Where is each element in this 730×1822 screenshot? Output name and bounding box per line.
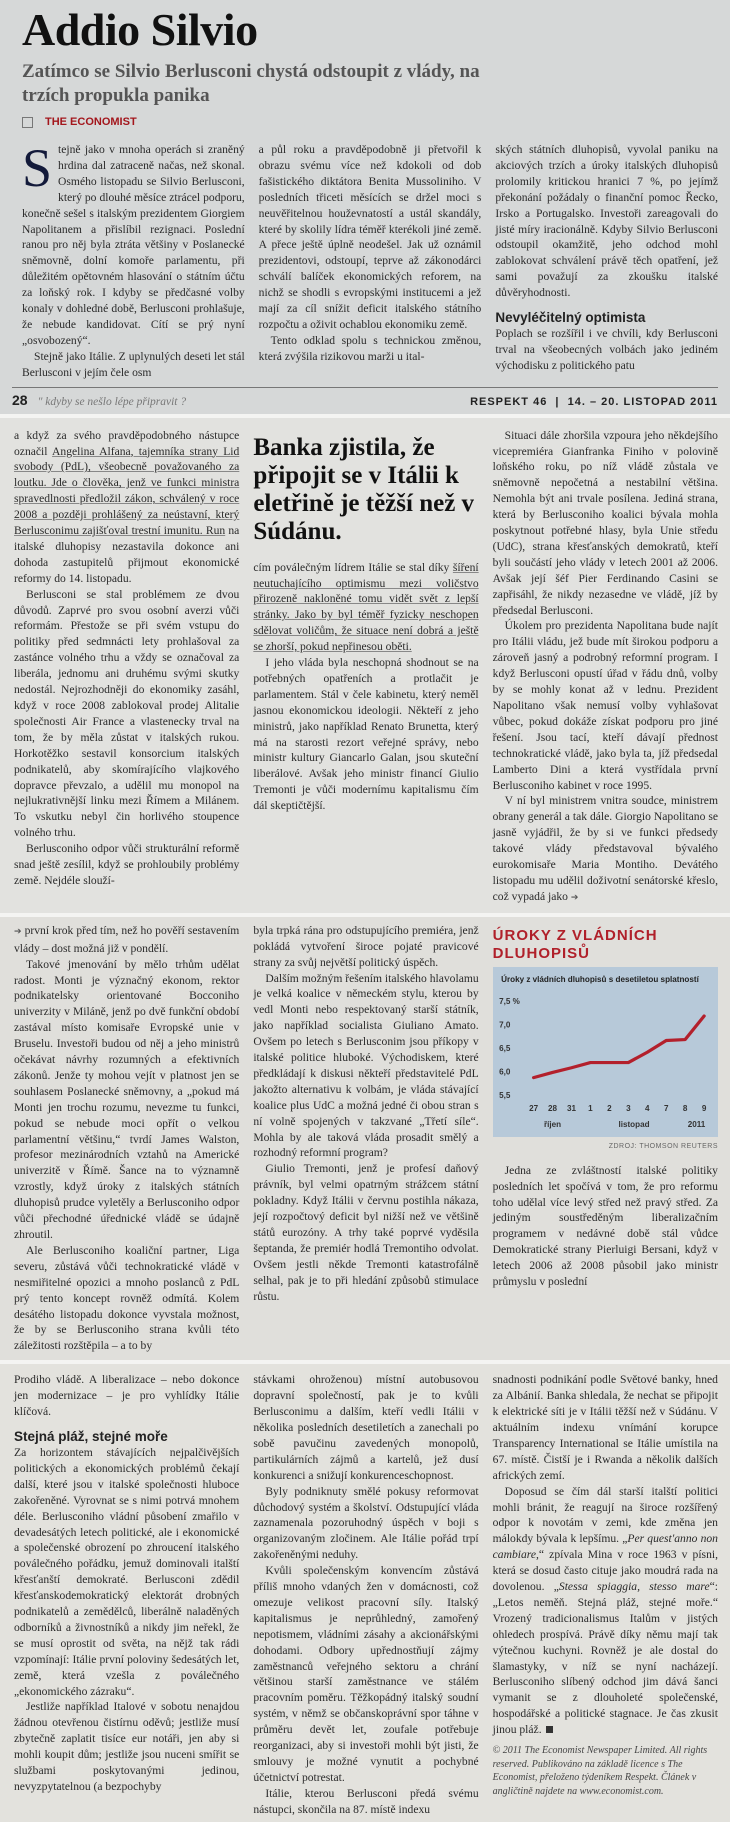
bond-yield-chart bbox=[493, 967, 718, 1137]
paragraph: Giulio Tremonti, jenž je profesí daňový právník, byl velmi opatrným strážcem státní pokladny. Když Itálii v červnu postihla nákaza, její rozpočtový deficit byl nižší než ve většině států eurozóny. A trhy také poprvé vyděsila šeptanda, že premiér hodlá Tremontiho odvolat. Ovšem jestli někde Tremonti katastrofálně selhal, pak je to při hledání způsobů stimulace růstu. bbox=[253, 1161, 478, 1304]
paragraph bbox=[493, 1484, 718, 1739]
article-header bbox=[12, 0, 718, 128]
x-period-label: listopad bbox=[618, 1120, 649, 1129]
paragraph: Kvůli společenským konvencím zůstává příliš mnoho vdaných žen v domácnosti, což omezuje velikost pracovní síly. Italský kapitalismus je neprůhledný, zamořený nepotismem, vládními zásahy a akcionářskými dohodami. Odbory upřednostňují zájmy zaměstnanců veřejného sektoru a chrání většinou starší zaměstnance ve stálém pracovním poměru. Těžkopádný italský soudní systém, v němž se občanskoprávní spor táhne v průměru devět let, zoufale potřebuje reorganizaci, aby si investoři mohli být jisti, že smlouvy je možné vynutit a pochybné účetnictví potrestat. bbox=[253, 1563, 478, 1786]
paragraph: a půl roku a pravděpodobně ji přetvořil k obrazu svému více než kdokoli od dob fašistického diktátora Benita Mussoliniho. V posledních třiceti měsících se držel moci s neuvěřitelnou houževnatostí a ustál skandály, které by skolily lídra téměř kterékoli jiné země. A přece ještě úplně neodešel. Jak už oznámil prezidentovi, odstoupí, teprve až zákonodárci schválí balíček ekonomických reforem, na nichž se shodli s evropskými institucemi a jež mají za cíl snížit deficit italského státního rozpočtu a oživit ochablou ekonomiku země. bbox=[259, 142, 482, 333]
page-footer bbox=[12, 387, 718, 414]
chart-subtitle: Úroky z vládních dluhopisů s desetiletou splatností bbox=[501, 975, 700, 984]
x-period-label: říjen bbox=[544, 1120, 561, 1129]
paragraph-text: první krok před tím, než ho pověří sestavením vlády – dost možná již v pondělí. bbox=[14, 924, 239, 955]
paragraph-text: “: „Letos neměň. Stejná pláž, stejné moře.“ Vrozený tradicionalismus Italům v jistých ohledech prospívá. Právě díky němu mají tak výtečnou kuchyni. Rovněž je ale dostal do šlamastyky, v níž se nyní nacházejí. Berlusconiho slíbený odchod jim dává šanci vymanit se z dlouholeté společenské, hospodářské a politické stagnace. Je čas zkusit jinou pláž. bbox=[493, 1580, 718, 1736]
column-4-3 bbox=[493, 1372, 718, 1798]
paragraph-text: a když za svého pravděpodobného nástupce označil bbox=[14, 429, 239, 458]
column-2-2 bbox=[253, 428, 478, 815]
source-label: THE ECONOMIST bbox=[45, 116, 137, 128]
underlined-text: Angelina Alfana, tajemníka strany Lid svobody (PdL), všeobecně považovaného za loutku. Jde o člověka, jenž ve funkci ministra spravedlnosti předložil zákon, schválený v roce 2008 a později prohlášený za neústavní, který Berlusconimu zajišťoval trestní imunitu. Run bbox=[14, 445, 239, 538]
x-tick-label: 8 bbox=[683, 1104, 688, 1113]
paragraph: I jeho vláda byla neschopná shodnout se na potřebných opatřeních a protlačit je parlamentem. Stál v čele kabinetu, který neměl jasnou ekonomickou ideologii. Někteří z jeho ministrů, jako například Renato Brunetta, který má na starosti rezort veřejné správy, nebo ministr kultury Giancarlo Galan, jsou skuteční liberálové. Avšak jeho ministr financí Giulio Tremonti je vůči modernímu kapitalismu čím dál skeptičtější. bbox=[253, 655, 478, 814]
column-3-3 bbox=[493, 923, 718, 1290]
x-tick-label: 9 bbox=[702, 1104, 707, 1113]
paragraph-text: Doposud se čím dál starší italští politici mohli bránit, že reagují na široce rozšířený odpor k novotám v zemi, kde změna jen málokdy bývala k lepšímu. „ bbox=[493, 1485, 718, 1546]
column-3-2 bbox=[253, 923, 478, 1305]
chart-title: ÚROKY Z VLÁDNÍCH DLUHOPISŮ bbox=[493, 927, 718, 963]
issue-info: RESPEKT 46 | 14. – 20. LISTOPAD 2011 bbox=[470, 396, 718, 408]
paragraph: stávkami ohroženou) místní autobusovou dopravní společností, pak je to kvůli Berlusconimu a dalším, kteří vedli Itálii v několika posledních desetiletích a zanechali po sobě pavučinu zavedených monopolů, partikulárních zájmů a kartelů, jež dusí konkurenci a snižují konkurenceschopnost. bbox=[253, 1372, 478, 1483]
pull-quote: Banka zjistila, že připojit se v Itálii k eletřině je těžší než v Súdánu. bbox=[253, 434, 478, 546]
continue-arrow-icon: ➔ bbox=[571, 893, 579, 903]
paragraph: Úkolem pro prezidenta Napolitana bude najít pro Itálii vládu, jež bude mít širokou podporu a zároveň jasný a podrobný reformní program. I když Berlusconi opustí úřad v řádu dnů, volby by se mohly konat až v lednu. Prezident Napolitano však nemusí volby vyhlašovat vůbec, pokud dokáže získat podporu pro jiné řešení. Jsou tací, kteří dávají přednost technokratické vládě, jako byla ta, jíž předsedal Lamberto Dini a která vystřídala první Berlusconiho kabinet v roce 1995. bbox=[493, 618, 718, 793]
lead-paragraph bbox=[22, 142, 245, 349]
article-title: Addio Silvio bbox=[22, 4, 708, 56]
paragraph: Byly podniknuty smělé pokusy reformovat důchodový systém a školství. Odstupující vláda zaznamenala pozoruhodný úspěch v boji s organizovaným zločinem. Ale Itálie pořád trpí zakořeněnými neduhy. bbox=[253, 1484, 478, 1564]
y-tick-label: 6,5 bbox=[499, 1044, 511, 1053]
page-strip-3 bbox=[0, 917, 730, 1360]
page-strip-2 bbox=[0, 418, 730, 913]
column-1-3 bbox=[495, 142, 718, 374]
paragraph bbox=[14, 923, 239, 957]
drop-cap: S bbox=[22, 142, 58, 190]
checkbox-square-icon bbox=[22, 117, 33, 128]
chart-source: ZDROJ: THOMSON REUTERS bbox=[493, 1139, 718, 1155]
paragraph: Takové jmenování by mělo trhům udělat radost. Monti je význačný ekonom, rektor podnikatelsky orientované Bocconiho univerzity v Miláně, jenž po dvě funkční období zastával místo komisaře Evropské unie v Bruselu. Investoři budou od něj a jeho ministrů očekávat návrhy rozumných a efektivních zákonů. Jenže ty mohou vejít v platnost jen se souhlasem Poslanecké sněmovny, a „pokud má Monti jen trochu rozumu, nevezme tu funkci, pokud se nebude moci opřít o velkou parlamentní většinu,“ tvrdí James Walston, profesor mezinárodních vztahů na Americké univerzitě v Římě. Šance na to významně vzrostly, když úroky z italských státních dluhopisů prudce vyletěly a Berlusconiho odpor vůči přechodné úřednické vládě se údajně zhroutil. bbox=[14, 957, 239, 1243]
paragraph: Berlusconi se stal problémem ze dvou důvodů. Zaprvé pro svou osobní averzi vůči reformám. Přestože se při svém vstupu do politiky před sedmnácti lety prohlašoval za zastánce volného trhu a vždy se označoval za liberála, jednomu ani druhému svými skutky nedostál. Nejrozhodněji do ekonomiky zasáhl, když v roce 2008 zablokoval prodej Alitalie společnosti Air France a vlastenecky trval na tom, že by měla zůstat v italských rukou. Horkotěžko sestavil konsorcium italských podnikatelů, aby skomírajícího vlajkového dopravce převzalo, a udělil mu monopol na nejlukrativnější linku mezi Římem a Milánem. To vskutku nebyl čin horlivého stoupence volného trhu. bbox=[14, 587, 239, 842]
x-tick-label: 2 bbox=[607, 1104, 612, 1113]
paragraph-text: cím poválečným lídrem Itálie se stal díky bbox=[253, 561, 453, 574]
column-4-1 bbox=[14, 1372, 239, 1795]
paragraph: Za horizontem stávajících nejpalčivějších politických a ekonomických problémů čekají další, které jsou v italské společnosti hluboce zakořeněné. Vyrovnat se s nimi potrvá mnohem déle. Berlusconiho vládní působení zmařilo v devadesátých letech politické, ale i ekonomické a společenské obrození po zhroucení italského poválečného pořádku, jemuž dominovali italští křesťanští demokraté. Berlusconi zdědil křesťanskodemokratický elektorát drobných podnikatelů a zemědělců, liberálně naladěných odborníků a živnostníků a nikdy jim neřekl, že se musí oprostit od světa, na nějž tak rádi vzpomínají: Itálie první poloviny šedesátých let, země, která vzešla z poválečného „ekonomického zázraku“. bbox=[14, 1445, 239, 1700]
column-4-2 bbox=[253, 1372, 478, 1817]
x-period-label: 2011 bbox=[687, 1120, 705, 1129]
subheading: Stejná pláž, stejné moře bbox=[14, 1428, 239, 1445]
subheading: Nevyléčitelný optimista bbox=[495, 309, 718, 326]
italic-quote: Stessa spiaggia, stesso mare bbox=[559, 1580, 710, 1593]
y-tick-label: 7,5 % bbox=[499, 997, 520, 1006]
series-line bbox=[533, 1016, 704, 1078]
paragraph-text: na italské dluhopisy nezastavila dokonce ani dohoda zastupitelů přijmout ekonomické reformy do 14. listopadu. bbox=[14, 524, 239, 585]
paragraph: Stejně jako Itálie. Z uplynulých deseti let stál Berlusconi v jejím čele osm bbox=[22, 349, 245, 381]
column-1-1 bbox=[22, 142, 245, 381]
column-2-1 bbox=[14, 428, 239, 889]
x-tick-label: 4 bbox=[645, 1104, 650, 1113]
x-tick-label: 28 bbox=[548, 1104, 558, 1113]
article-source bbox=[22, 116, 708, 128]
page-number: 28 bbox=[12, 392, 28, 408]
paragraph: Poplach se rozšířil i ve chvíli, kdy Berlusconi trval na všeobecných volbách jako jediném východisku z politického patu bbox=[495, 326, 718, 374]
paragraph: Dalším možným řešením italského hlavolamu je velká koalice v německém stylu, kterou by vedl Monti nebo respektovaný starší státník, jako například socialista Giuliano Amato. Ovšem po letech s Berlusconim jsou příkopy v italské politice hluboké. Východiskem, které předkládají k diskusi někteří představitelé PdL jakožto alternativu k volbám, je vláda stávající koalice plus UdC a možná jedné či obou stran s ní volně spojených v takzvané „Třetí síle“. Mohla by ale taková vláda prosadit smělý a rozhodný reformní program? bbox=[253, 971, 478, 1162]
paragraph bbox=[14, 428, 239, 587]
handwritten-note: " kdyby se nešlo lépe připravit ? bbox=[38, 396, 460, 408]
paragraph bbox=[253, 560, 478, 655]
paragraph: Jestliže například Italové v sobotu nenajdou žádnou otevřenou čistírnu oděvů; jestliže musí zbytečně zaplatit tisíce eur notáři, jen aby si mohli koupit dům; jestliže jsou nuceni smířit se službami poskytovanými jedinou, nevyzpytatelnou (a bezpochyby bbox=[14, 1699, 239, 1794]
copyright-note: © 2011 The Economist Newspaper Limited. All rights reserved. Publikováno na základě licence s The Economist, přeloženo týdeníkem Respekt. Článek v angličtině najdete na www.economist.com. bbox=[493, 1744, 718, 1798]
article-subtitle: Zatímco se Silvio Berlusconi chystá odstoupit z vlády, na trzích propukla panika bbox=[22, 60, 482, 108]
x-tick-label: 1 bbox=[588, 1104, 593, 1113]
underlined-text: šíření neutuchajícího optimismu mezi voličstvo přirozeně nakloněné tomu vidět svět z lepší stránky. Jako by byl téměř fyzicky neschopen sdělovat voličům, že situace není dobrá a ještě se zhorší, pokud nepřinesou oběti. bbox=[253, 561, 478, 654]
paragraph bbox=[493, 793, 718, 906]
column-2-3 bbox=[493, 428, 718, 907]
paragraph: ských státních dluhopisů, vyvolal paniku na akciových trzích a úroky italských dluhopisů prolomily kritickou hranici 7 %, po jejímž překonání požádaly o finanční pomoc Řecko, Irsko a Portugalsko. Investoři zareagovali do jisté míry iracionálně. Kdyby Silvio Berlusconi odstoupil okamžitě, jeho odchod mohl zablokovat schválení právě těch opatření, jež sami považují za zkoušku italské důvěryhodnosti. bbox=[495, 142, 718, 301]
columns-4 bbox=[14, 1372, 718, 1817]
chart-panel bbox=[493, 967, 718, 1137]
continued-arrow-icon: ➔ bbox=[14, 927, 22, 937]
paragraph: Tento odklad spolu s technickou změnou, která zvýšila rizikovou marži u ital- bbox=[259, 333, 482, 365]
columns-2 bbox=[14, 428, 718, 907]
paragraph: Prodiho vládě. A liberalizace – nebo dokonce jen modernizace – je pro vyhlídky Itálie klíčová. bbox=[14, 1372, 239, 1420]
end-mark-icon bbox=[546, 1726, 553, 1733]
paragraph: Berlusconiho odpor vůči strukturální reformě snad ještě zesílil, když se prohloubily problémy země. Nejdéle slouží- bbox=[14, 841, 239, 889]
paragraph-text: “ zpívala Mina v roce 1963 v písni, která se dosud často cituje jako moudrá rada na dovolenou. „ bbox=[493, 1548, 718, 1593]
x-tick-label: 3 bbox=[626, 1104, 631, 1113]
column-1-2 bbox=[259, 142, 482, 365]
italic-quote: Per quest'anno non cambiare, bbox=[493, 1532, 718, 1561]
column-3-1 bbox=[14, 923, 239, 1354]
paragraph: byla trpká rána pro odstupujícího premiéra, jenž pokládá vytvoření široce pojaté pravicové strany za svůj největší politický úspěch. bbox=[253, 923, 478, 971]
y-tick-label: 5,5 bbox=[499, 1091, 511, 1100]
columns-3 bbox=[14, 923, 718, 1354]
y-tick-label: 6,0 bbox=[499, 1067, 511, 1076]
paragraph-text: tejně jako v mnoha operách si zraněný hrdina dal zatraceně načas, než skonal. Osmého listopadu se Silvio Berlusconi, který po dlouhé měsíce ztrácel podporu, konečně sešel s italským prezidentem Giorgiem Napolitanem a přislíbil rezignaci. Poslední ranou pro něj byla ztráta většiny v Poslanecké sněmovně, dolní komoře parlamentu, při důležitém opětovném hlasování o státním účtu za loňský rok. I kdyby se předčasné volby konaly v dohledné době, Berlusconi prohlašuje, že nebude kandidovat. Cítí se prý nyní „osvobozený“. bbox=[22, 143, 245, 347]
paragraph: Jedna ze zvláštností italské politiky posledních let spočívá v tom, že pro reformu toho udělal více levý střed než pravý střed. Za jediným soustředěným liberalizačním programem v nedávné době stál vůdce Demokratické strany Pierluigi Bersani, když v letech 2006 až 2008 působil jako ministr průmyslu v poslední bbox=[493, 1163, 718, 1290]
page-top-strip bbox=[0, 0, 730, 414]
paragraph: Itálie, kterou Berlusconi předá svému nástupci, skončila na 87. místě indexu bbox=[253, 1786, 478, 1818]
y-tick-label: 7,0 bbox=[499, 1020, 511, 1029]
paragraph-text: V ní byl ministrem vnitra soudce, ministrem obrany generál a tak dále. Giorgio Napolitano se jasně vyjádřil, že by si ve funkci předsedy takové vlády představoval bývalého eurokomisaře Maria Montiho. Devátého listopadu mu udělil doživotní senátorské křeslo, což vypadá jako bbox=[493, 794, 718, 902]
page-strip-4 bbox=[0, 1364, 730, 1821]
paragraph: Ale Berlusconiho koaliční partner, Liga severu, zůstává vůči technokratické vládě v nesmiřitelné opozici a mnoho poslanců z PdL prý tento koncept rovněž odmítá. Kolem desátého listopadu dokonce vyvstala možnost, že by se Berlusconiho strana kvůli této záležitosti rozštěpila – a to by bbox=[14, 1243, 239, 1354]
columns-1 bbox=[12, 142, 718, 381]
x-tick-label: 27 bbox=[529, 1104, 539, 1113]
x-tick-label: 7 bbox=[664, 1104, 669, 1113]
paragraph: Situaci dále zhoršila vzpoura jeho někdejšího vicepremiéra Gianfranka Finiho v polovině loňského roku, po níž vládě zůstala ve sněmovně nepočetná a nestabilní většina. Nemohla být ani trvale posílena. Jediná strana, která by Berlusconiho koalici bývala mohla poskytnout potřebné hlasy, byla Unie středu (UdC), strana křesťanských demokratů, kteří byli součástí jeho vlády v letech 2001 až 2006. Avšak její šéf Pier Ferdinando Casini se zapřisáhl, že nikdy nezasedne ve vládě, jíž by předsedal Berlusconi. bbox=[493, 428, 718, 619]
x-tick-label: 31 bbox=[567, 1104, 577, 1113]
paragraph: snadnosti podnikání podle Světové banky, hned za Albánií. Banka shledala, že nechat se připojit k elektrické síti je v Itálii těžší než v Súdánu. V aktuálním indexu vnímání korupce Transparency International se Itálie umístila na 67. místě. Čistší je i Rwanda a několik dalších afrických zemí. bbox=[493, 1372, 718, 1483]
